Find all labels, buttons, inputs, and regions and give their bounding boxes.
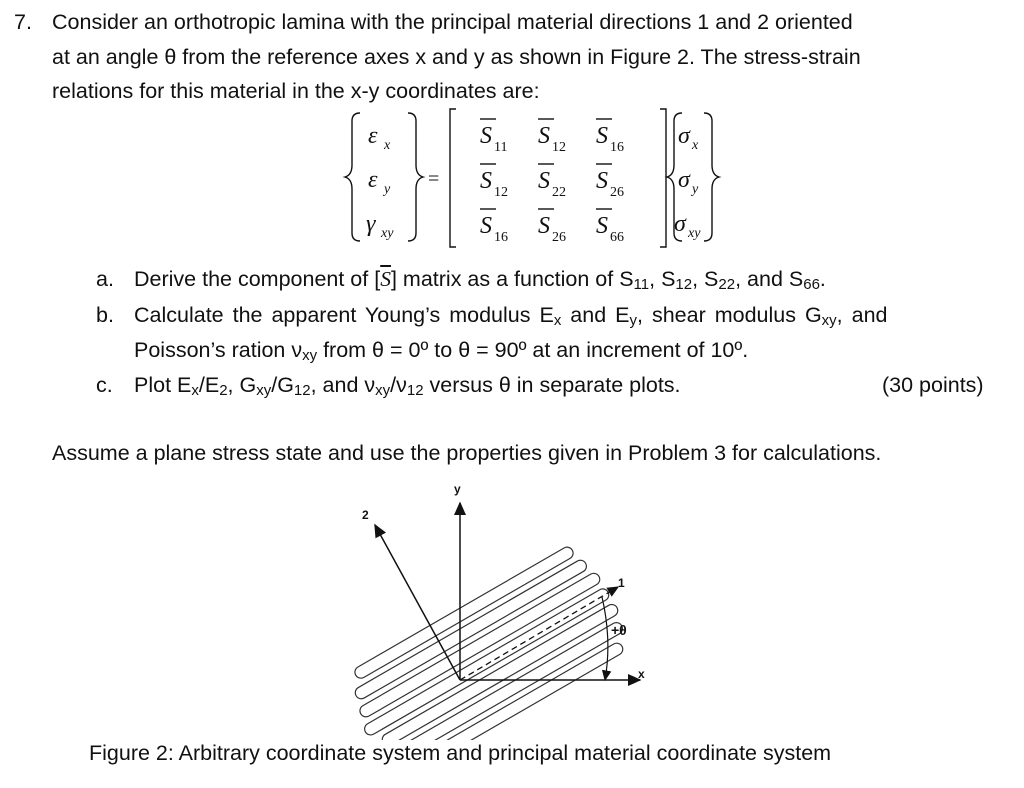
stress-x: σ: [678, 123, 690, 149]
strain-xy-sub: xy: [381, 226, 394, 241]
strain-y-sub: y: [384, 182, 391, 197]
problem-intro-line-1: Consider an orthotropic lamina with the principal material directions 1 and 2 oriented: [52, 10, 853, 34]
problem-intro-line-2: at an angle θ from the reference axes x and y as shown in Figure 2. The stress-strain: [52, 45, 861, 69]
matrix-s12-sub: 12: [552, 140, 566, 155]
stress-strain-equation: [330, 105, 730, 255]
problem-number: 7.: [14, 10, 32, 34]
stress-y: σ: [678, 167, 690, 193]
matrix-s22: S: [538, 168, 550, 194]
strain-y: ε: [368, 167, 378, 193]
part-c-points: (30 points): [882, 373, 984, 397]
problem-intro-line-3: relations for this material in the x-y coordinates are:: [52, 79, 540, 103]
fiber-bundle: [335, 540, 637, 740]
angle-label: +θ: [611, 622, 627, 638]
matrix-s22-sub: 22: [552, 185, 566, 200]
equals-sign: =: [428, 168, 440, 190]
strain-x: ε: [368, 123, 378, 149]
strain-x-sub: x: [384, 138, 391, 153]
part-b-text-line-2: Poisson’s ration $\nu_{xy}$ from θ = 0º to θ = 90º at an increment of 10º.: [134, 338, 749, 364]
strain-right-brace: [408, 113, 423, 241]
part-c-label: c.: [96, 373, 113, 397]
matrix-s16b-sub: 16: [494, 230, 508, 245]
matrix-right-bracket: [660, 109, 666, 247]
matrix-s66: S: [596, 213, 608, 239]
matrix-s12b-sub: 12: [494, 185, 508, 200]
matrix-s26b: S: [538, 213, 550, 239]
axis-1-label: 1: [618, 576, 625, 590]
assumption-text: Assume a plane stress state and use the properties given in Problem 3 for calculations.: [52, 441, 882, 465]
matrix-s16b: S: [480, 213, 492, 239]
axis-y-label: y: [454, 482, 461, 496]
part-c-text: Plot $E_x/E_2$, $G_{xy}/G_{12}$, and $\nu_{xy}/\nu_{12}$ versus θ in separate plots.: [134, 373, 681, 399]
matrix-s26: S: [596, 168, 608, 194]
matrix-s12b: S: [480, 168, 492, 194]
stress-y-sub: y: [692, 182, 699, 197]
matrix-s26-sub: 26: [610, 185, 624, 200]
stress-xy-sub: xy: [688, 226, 701, 241]
stress-x-sub: x: [692, 138, 699, 153]
stress-right-brace: [704, 113, 719, 241]
axis-2-label: 2: [362, 508, 369, 522]
part-a-text: Derive the component of $[\overline{S}]$ matrix as a function of $S_{11}$, $S_{12}$, $S_{22}$, and $S_{66}$.: [134, 267, 826, 293]
stress-xy: σ: [674, 211, 686, 237]
figure-caption: Figure 2: Arbitrary coordinate system and principal material coordinate system: [89, 741, 832, 765]
matrix-left-bracket: [450, 109, 456, 247]
part-b-label: b.: [96, 303, 114, 327]
strain-xy: γ: [366, 211, 376, 237]
part-a-label: a.: [96, 267, 114, 291]
strain-left-brace: [345, 113, 360, 241]
matrix-s66-sub: 66: [610, 230, 624, 245]
matrix-s12: S: [538, 123, 550, 149]
matrix-s26b-sub: 26: [552, 230, 566, 245]
figure-lamina-diagram: [320, 475, 680, 740]
matrix-s16-sub: 16: [610, 140, 624, 155]
matrix-s11: S: [480, 123, 492, 149]
matrix-s11-sub: 11: [494, 140, 508, 155]
axis-x-label: x: [638, 667, 645, 681]
part-b-text-line-1: Calculate the apparent Young’s modulus $E_x$ and $E_y$, shear modulus $G_{xy}$, and: [134, 303, 888, 329]
matrix-s16: S: [596, 123, 608, 149]
